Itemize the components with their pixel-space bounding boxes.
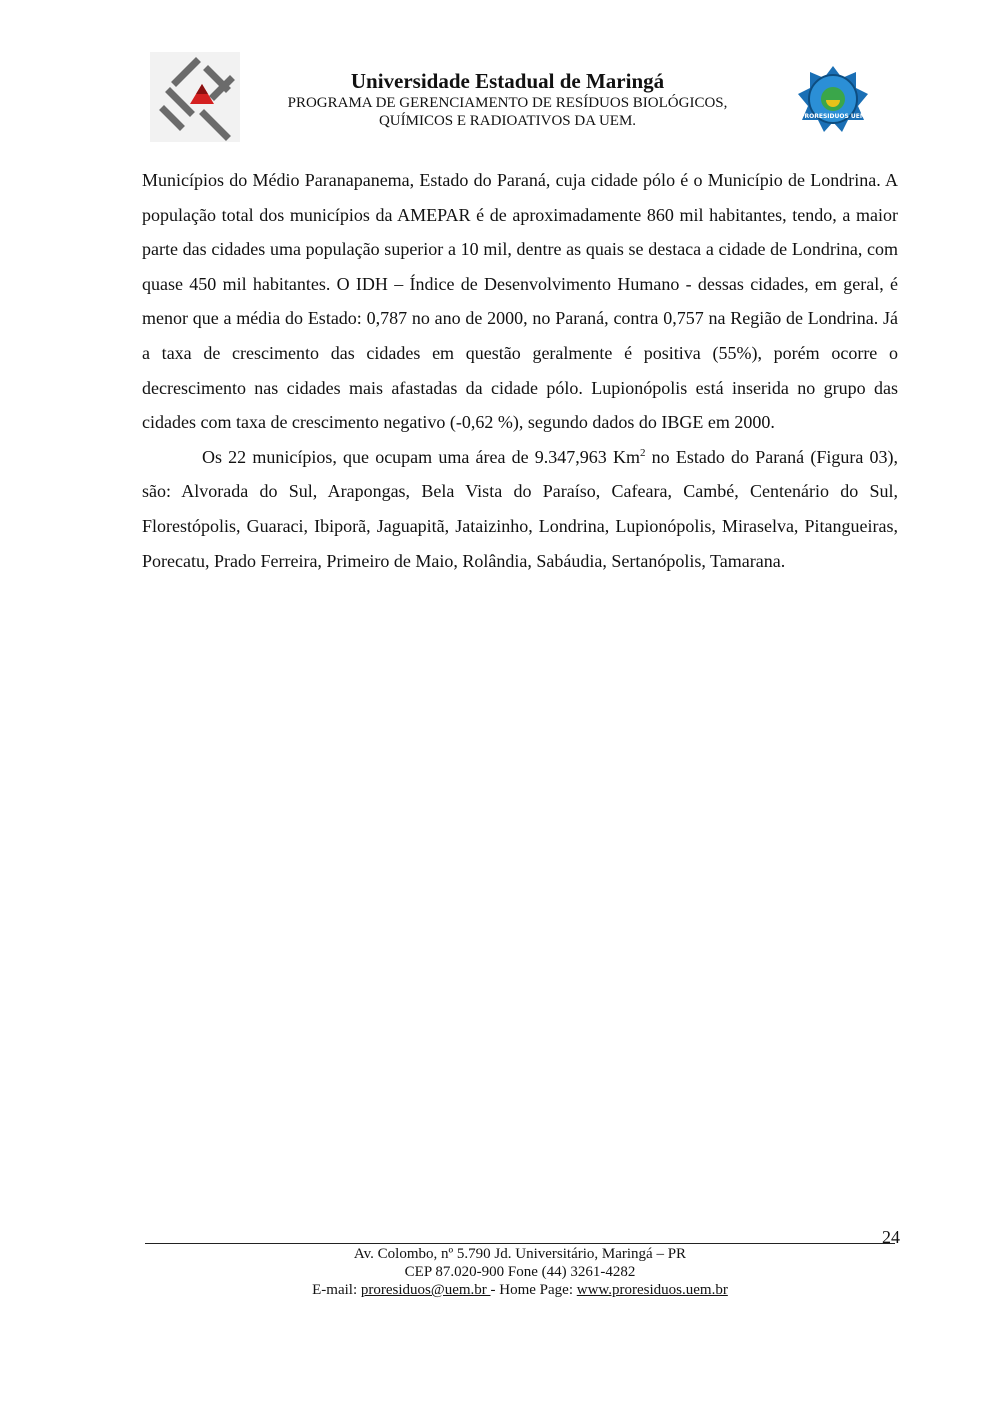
- page-number: 24: [882, 1227, 900, 1247]
- page-header: [0, 0, 992, 150]
- footer-email-label: E-mail:: [312, 1282, 361, 1298]
- uem-logo-icon: [150, 52, 240, 142]
- footer-email-link[interactable]: proresiduos@uem.br: [360, 1282, 491, 1298]
- program-line-1: PROGRAMA DE GERENCIAMENTO DE RESÍDUOS BIOLÓGICOS,: [287, 95, 728, 111]
- university-name: Universidade Estadual de Maringá: [350, 69, 665, 93]
- paragraph-2: [142, 440, 898, 578]
- footer-divider: [145, 1243, 895, 1244]
- proresiduos-logo-text: PRORESIDUOS UEM: [800, 113, 866, 120]
- proresiduos-logo-icon: [796, 64, 870, 134]
- footer-home-label: - Home Page:: [490, 1282, 577, 1298]
- main-body-text: [142, 163, 898, 578]
- paragraph-2-part-1: Os 22 municípios, que ocupam uma área de 9.347,963 Km: [202, 446, 640, 467]
- footer-home-link[interactable]: www.proresiduos.uem.br: [576, 1282, 728, 1298]
- footer-cep-phone: CEP 87.020-900 Fone (44) 3261-4282: [404, 1264, 636, 1280]
- footer-address: Av. Colombo, nº 5.790 Jd. Universitário, Maringá – PR: [353, 1246, 687, 1262]
- page-footer: [145, 1245, 895, 1299]
- paragraph-1: Municípios do Médio Paranapanema, Estado do Paraná, cuja cidade pólo é o Município de Londrina. A população total dos municípios da AMEPAR é de aproximadamente 860 mil habitantes, tendo, a maior parte das cidades uma população superior a 10 mil, dentre as quais se destaca a cidade de Londrina, com quase 450 mil habitantes. O IDH – Índice de Desenvolvimento Humano - dessas cidades, em geral, é menor que a média do Estado: 0,787 no ano de 2000, no Paraná, contra 0,757 na Região de Londrina. Já a taxa de crescimento das cidades em questão geralmente é positiva (55%), porém ocorre o decrescimento nas cidades mais afastadas da cidade pólo. Lupionópolis está inserida no grupo das cidades com taxa de crescimento negativo (-0,62 %), segundo dados do IBGE em 2000.: [142, 170, 898, 433]
- program-line-2: QUÍMICOS E RADIOATIVOS DA UEM.: [378, 113, 637, 129]
- paragraph-2-superscript: 2: [640, 446, 646, 459]
- footer-contact-line: [145, 1281, 895, 1299]
- header-title-block: [245, 68, 770, 130]
- paragraph-2-part-2: no Estado do Paraná (Figura 03), são: Alvorada do Sul, Arapongas, Bela Vista do Paraíso, Cafeara, Cambé, Centenário do Sul, Florestópolis, Guaraci, Ibiporã, Jaguapitã, Jataizinho, Londrina, Lupionópolis, Miraselva, Pitangueiras, Porecatu, Prado Ferreira, Primeiro de Maio, Rolândia, Sabáudia, Sertanópolis, Tamarana.: [142, 446, 898, 571]
